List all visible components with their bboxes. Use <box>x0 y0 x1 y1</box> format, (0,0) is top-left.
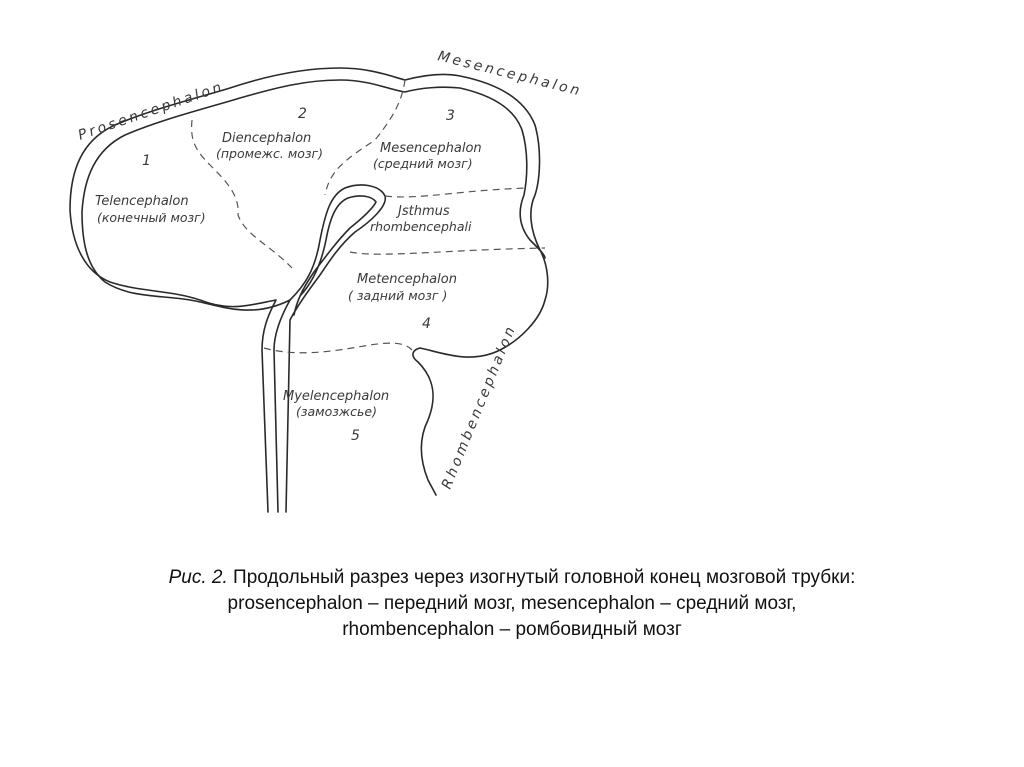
section-number-4: 4 <box>422 316 431 332</box>
section-latin-telencephalon: Telencephalon <box>95 194 189 209</box>
section-number-5: 5 <box>351 428 360 444</box>
section-number-3: 3 <box>446 108 455 124</box>
figure-caption <box>0 565 1024 643</box>
boundary-isthmus-metencephalon <box>350 248 545 254</box>
section-latin-isthmus: Jsthmus <box>398 204 450 219</box>
caption-line-1 <box>0 565 1024 591</box>
section-latin-myelencephalon: Myelencephalon <box>283 389 390 404</box>
label-rhombencephalon: Rhombencephalon <box>438 322 520 492</box>
caption-line-1-text: Продольный разрез через изогнутый головной конец мозговой трубки: <box>227 567 856 588</box>
section-russian-telencephalon: (конечный мозг) <box>97 210 206 225</box>
section-russian-metencephalon: ( задний мозг ) <box>348 288 448 303</box>
boundary-metencephalon-myelencephalon <box>264 343 412 353</box>
canal-loop-outer <box>286 185 385 512</box>
label-prosencephalon: Prosencephalon <box>76 78 227 144</box>
section-latin-metencephalon: Metencephalon <box>357 272 457 287</box>
section-russian-mesencephalon: (средний мозг) <box>373 156 473 171</box>
section-sub-isthmus: rhombencephali <box>370 219 472 234</box>
figure-reference: Рис. 2. <box>168 567 228 588</box>
section-latin-diencephalon: Diencephalon <box>222 131 312 146</box>
section-russian-myelencephalon: (замозжсье) <box>296 404 377 419</box>
section-russian-diencephalon: (промежс. мозг) <box>216 146 324 161</box>
caption-line-2: prosencephalon – передний мозг, mesencephalon – средний мозг, <box>227 593 797 614</box>
section-latin-mesencephalon: Mesencephalon <box>380 141 482 156</box>
section-number-2: 2 <box>298 106 307 122</box>
boundary-mesencephalon-isthmus <box>385 188 528 197</box>
caption-line-3: rhombencephalon – ромбовидный мозг <box>342 619 682 640</box>
section-number-1: 1 <box>142 153 151 169</box>
label-mesencephalon: Mesencephalon <box>436 48 584 100</box>
boundary-diencephalon-mesencephalon <box>325 80 405 195</box>
